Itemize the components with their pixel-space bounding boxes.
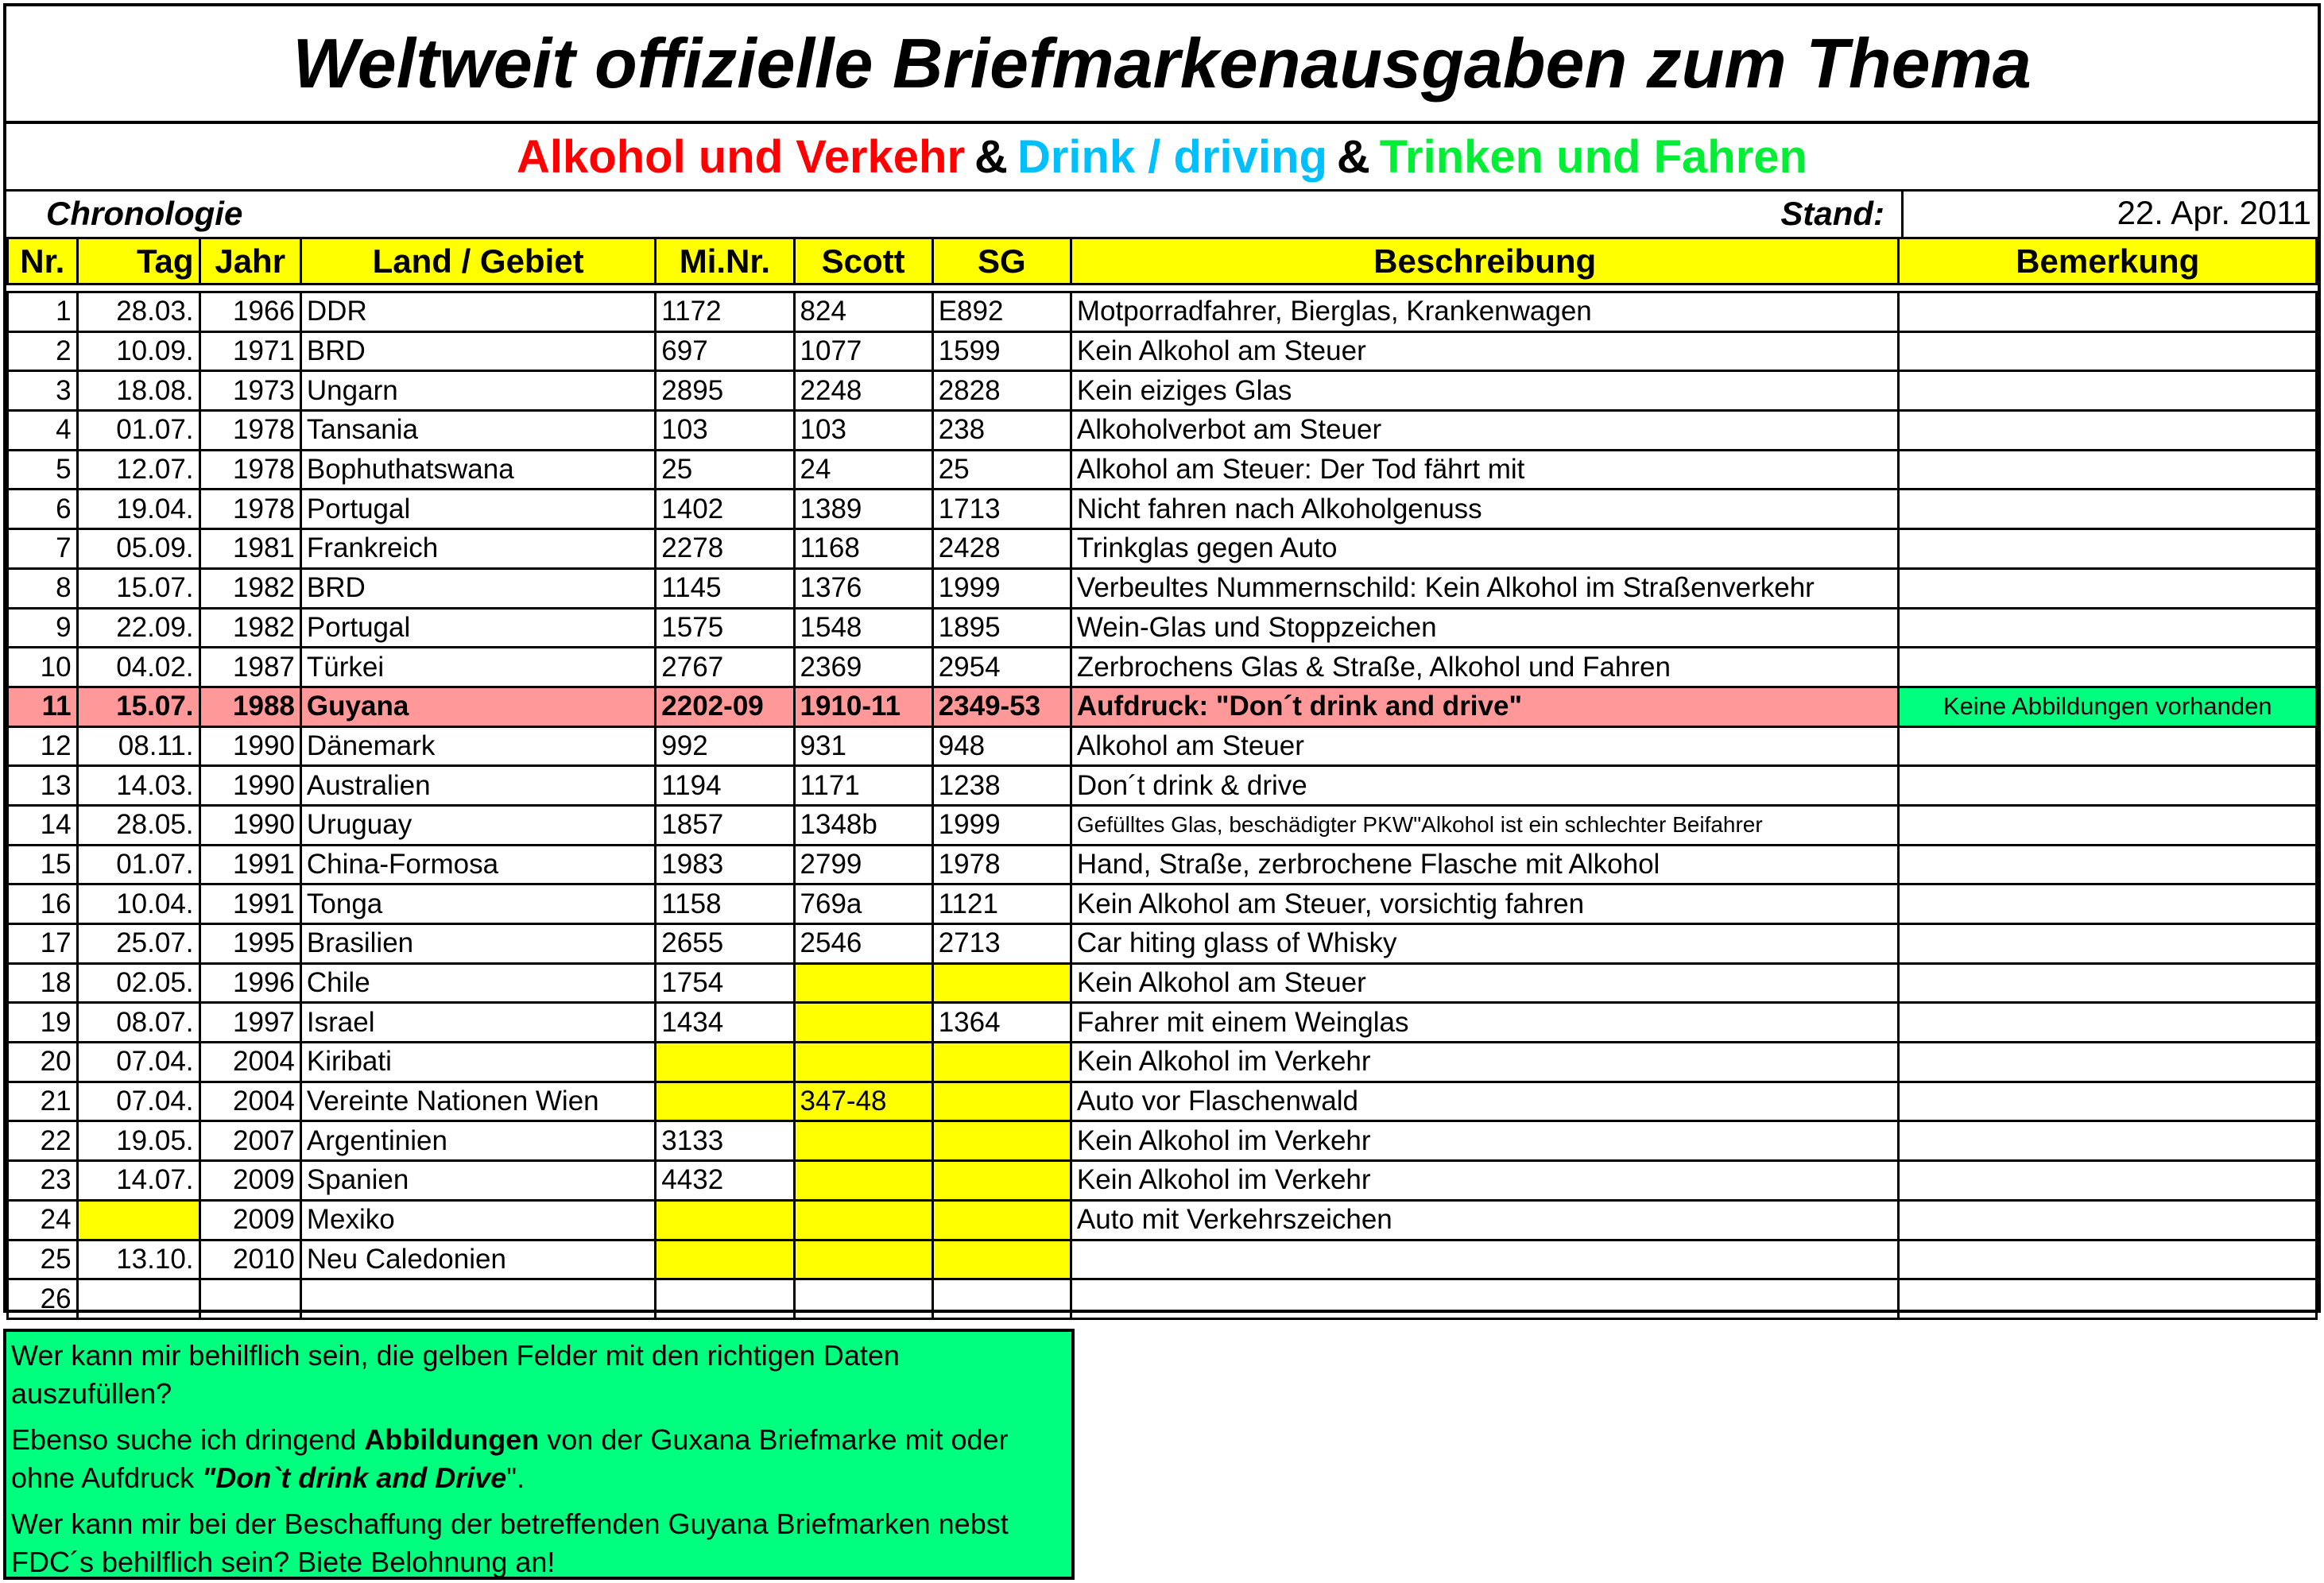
cell-nr[interactable]: 7 — [8, 529, 78, 569]
cell-bemerkung[interactable] — [1899, 450, 2317, 490]
cell-bemerkung[interactable] — [1899, 529, 2317, 569]
header-beschreibung[interactable]: Beschreibung — [1071, 238, 1899, 284]
cell-beschreibung[interactable]: Kein Alkohol im Verkehr — [1071, 1043, 1899, 1082]
cell-beschreibung[interactable]: Nicht fahren nach Alkoholgenuss — [1071, 490, 1899, 529]
cell-land[interactable]: BRD — [300, 331, 655, 371]
cell-jahr[interactable]: 1982 — [199, 608, 300, 648]
cell-mi-nr[interactable]: 2278 — [656, 529, 794, 569]
cell-land[interactable]: Türkei — [300, 648, 655, 687]
cell-mi-nr[interactable]: 2655 — [656, 924, 794, 964]
cell-land[interactable]: Dänemark — [300, 726, 655, 766]
cell-beschreibung[interactable]: Alkohol am Steuer — [1071, 726, 1899, 766]
table-row — [8, 845, 2317, 884]
cell-scott[interactable]: 2546 — [794, 924, 932, 964]
cell-land[interactable]: Tansania — [300, 411, 655, 451]
cell-nr[interactable]: 15 — [8, 845, 78, 884]
cell-beschreibung[interactable] — [1071, 1240, 1899, 1279]
cell-nr[interactable]: 5 — [8, 450, 78, 490]
cell-nr[interactable]: 9 — [8, 608, 78, 648]
cell-jahr[interactable]: 2004 — [199, 1043, 300, 1082]
cell-land[interactable]: Portugal — [300, 490, 655, 529]
cell-beschreibung[interactable]: Fahrer mit einem Weinglas — [1071, 1003, 1899, 1043]
cell-tag[interactable]: 04.02. — [77, 648, 199, 687]
cell-sg[interactable]: 1238 — [932, 766, 1071, 806]
cell-jahr[interactable]: 1987 — [199, 648, 300, 687]
cell-nr[interactable]: 21 — [8, 1082, 78, 1121]
cell-tag[interactable]: 19.04. — [77, 490, 199, 529]
table-row — [8, 1082, 2317, 1121]
cell-land[interactable]: Chile — [300, 963, 655, 1003]
table-row — [8, 292, 2317, 332]
cell-bemerkung[interactable] — [1899, 1200, 2317, 1240]
cell-tag[interactable]: 12.07. — [77, 450, 199, 490]
header-nr[interactable]: Nr. — [8, 238, 78, 284]
spacer-row — [8, 284, 2317, 292]
cell-bemerkung[interactable] — [1899, 1279, 2317, 1319]
cell-jahr[interactable]: 1990 — [199, 805, 300, 845]
subtitle-alkohol: Alkohol und Verkehr — [517, 130, 966, 183]
cell-sg[interactable] — [932, 963, 1071, 1003]
cell-scott[interactable] — [794, 1161, 932, 1201]
cell-sg[interactable]: 1599 — [932, 331, 1071, 371]
cell-beschreibung[interactable]: Auto vor Flaschenwald — [1071, 1082, 1899, 1121]
cell-beschreibung[interactable]: Kein Alkohol im Verkehr — [1071, 1161, 1899, 1201]
cell-tag[interactable]: 14.07. — [77, 1161, 199, 1201]
cell-mi-nr[interactable]: 1145 — [656, 568, 794, 608]
cell-jahr[interactable]: 2004 — [199, 1082, 300, 1121]
stand-label: Stand: — [1780, 195, 1884, 232]
cell-mi-nr[interactable]: 1172 — [656, 292, 794, 332]
cell-beschreibung[interactable]: Hand, Straße, zerbrochene Flasche mit Alkohol — [1071, 845, 1899, 884]
cell-land[interactable]: Portugal — [300, 608, 655, 648]
cell-nr[interactable]: 26 — [8, 1279, 78, 1319]
cell-land[interactable]: Mexiko — [300, 1200, 655, 1240]
cell-tag[interactable]: 01.07. — [77, 411, 199, 451]
cell-bemerkung[interactable] — [1899, 331, 2317, 371]
cell-tag[interactable]: 08.07. — [77, 1003, 199, 1043]
cell-tag[interactable]: 19.05. — [77, 1121, 199, 1161]
cell-mi-nr[interactable] — [656, 1043, 794, 1082]
cell-land[interactable]: Neu Caledonien — [300, 1240, 655, 1279]
cell-beschreibung[interactable]: Zerbrochens Glas & Straße, Alkohol und Fahren — [1071, 648, 1899, 687]
header-scott[interactable]: Scott — [794, 238, 932, 284]
cell-bemerkung[interactable] — [1899, 963, 2317, 1003]
table-row — [8, 648, 2317, 687]
cell-land[interactable]: Spanien — [300, 1161, 655, 1201]
cell-jahr[interactable]: 1990 — [199, 766, 300, 806]
cell-jahr[interactable]: 1981 — [199, 529, 300, 569]
cell-beschreibung[interactable]: Don´t drink & drive — [1071, 766, 1899, 806]
cell-scott[interactable] — [794, 1003, 932, 1043]
cell-sg[interactable]: 1999 — [932, 568, 1071, 608]
cell-sg[interactable] — [932, 1161, 1071, 1201]
cell-mi-nr[interactable]: 4432 — [656, 1161, 794, 1201]
cell-land[interactable]: Uruguay — [300, 805, 655, 845]
cell-beschreibung[interactable]: Motporradfahrer, Bierglas, Krankenwagen — [1071, 292, 1899, 332]
cell-scott[interactable] — [794, 1200, 932, 1240]
table-row — [8, 687, 2317, 726]
subtitle-row — [6, 124, 2318, 189]
cell-land[interactable]: BRD — [300, 568, 655, 608]
cell-mi-nr[interactable]: 1402 — [656, 490, 794, 529]
table-row — [8, 1121, 2317, 1161]
cell-land[interactable]: Israel — [300, 1003, 655, 1043]
cell-land[interactable]: Vereinte Nationen Wien — [300, 1082, 655, 1121]
cell-beschreibung[interactable]: Kein Alkohol am Steuer, vorsichtig fahren — [1071, 884, 1899, 924]
cell-jahr[interactable]: 1996 — [199, 963, 300, 1003]
table-row — [8, 1200, 2317, 1240]
cell-scott[interactable]: 2248 — [794, 371, 932, 411]
cell-sg[interactable]: 1364 — [932, 1003, 1071, 1043]
cell-scott[interactable]: 824 — [794, 292, 932, 332]
cell-nr[interactable]: 1 — [8, 292, 78, 332]
notice-text: ". — [506, 1461, 525, 1494]
cell-sg[interactable]: 2428 — [932, 529, 1071, 569]
cell-land[interactable]: Tonga — [300, 884, 655, 924]
cell-sg[interactable] — [932, 1279, 1071, 1319]
subtitle-trinken: Trinken und Fahren — [1379, 130, 1807, 183]
cell-nr[interactable]: 25 — [8, 1240, 78, 1279]
cell-mi-nr[interactable]: 2895 — [656, 371, 794, 411]
cell-tag[interactable]: 25.07. — [77, 924, 199, 964]
table-row — [8, 411, 2317, 451]
cell-bemerkung[interactable] — [1899, 766, 2317, 806]
cell-scott[interactable]: 1077 — [794, 331, 932, 371]
cell-land[interactable]: Australien — [300, 766, 655, 806]
cell-jahr[interactable]: 1997 — [199, 1003, 300, 1043]
cell-tag[interactable]: 07.04. — [77, 1082, 199, 1121]
notice-paragraph-2 — [11, 1421, 1067, 1497]
cell-bemerkung[interactable] — [1899, 490, 2317, 529]
cell-sg[interactable]: E892 — [932, 292, 1071, 332]
notice-bold-abbildungen: Abbildungen — [364, 1423, 540, 1456]
cell-scott[interactable]: 1376 — [794, 568, 932, 608]
table-row — [8, 1279, 2317, 1319]
cell-jahr[interactable]: 1995 — [199, 924, 300, 964]
cell-nr[interactable]: 18 — [8, 963, 78, 1003]
cell-mi-nr[interactable] — [656, 1082, 794, 1121]
cell-tag[interactable]: 10.04. — [77, 884, 199, 924]
cell-beschreibung[interactable] — [1071, 1279, 1899, 1319]
cell-beschreibung[interactable]: Kein Alkohol am Steuer — [1071, 963, 1899, 1003]
cell-sg[interactable]: 1895 — [932, 608, 1071, 648]
subtitle-separator: & — [1336, 130, 1370, 183]
table-row — [8, 766, 2317, 806]
cell-jahr[interactable]: 1990 — [199, 726, 300, 766]
cell-scott[interactable]: 769a — [794, 884, 932, 924]
notice-paragraph-3: Wer kann mir bei der Beschaffung der betreffenden Guyana Briefmarken nebst FDC´s behilflich sein? Biete Belohnung an! — [11, 1508, 1009, 1578]
cell-land[interactable]: DDR — [300, 292, 655, 332]
cell-bemerkung[interactable] — [1899, 411, 2317, 451]
cell-scott[interactable] — [794, 1240, 932, 1279]
cell-tag[interactable]: 15.07. — [77, 568, 199, 608]
table-row — [8, 371, 2317, 411]
cell-nr[interactable]: 11 — [8, 687, 78, 726]
cell-sg[interactable]: 238 — [932, 411, 1071, 451]
cell-beschreibung[interactable]: Car hiting glass of Whisky — [1071, 924, 1899, 964]
table-row — [8, 1003, 2317, 1043]
cell-beschreibung[interactable]: Wein-Glas und Stoppzeichen — [1071, 608, 1899, 648]
notice-text: Ebenso suche ich dringend — [11, 1423, 365, 1456]
cell-jahr[interactable] — [199, 1279, 300, 1319]
cell-jahr[interactable]: 1978 — [199, 450, 300, 490]
cell-scott[interactable]: 931 — [794, 726, 932, 766]
stamp-table — [6, 237, 2318, 1320]
cell-scott[interactable]: 1171 — [794, 766, 932, 806]
cell-sg[interactable]: 2828 — [932, 371, 1071, 411]
cell-sg[interactable]: 1978 — [932, 845, 1071, 884]
cell-scott[interactable]: 2369 — [794, 648, 932, 687]
cell-bemerkung[interactable] — [1899, 1003, 2317, 1043]
cell-nr[interactable]: 12 — [8, 726, 78, 766]
cell-sg[interactable]: 2349-53 — [932, 687, 1071, 726]
cell-land[interactable]: Frankreich — [300, 529, 655, 569]
table-row — [8, 884, 2317, 924]
stand-date-cell[interactable] — [1901, 189, 2318, 237]
cell-tag[interactable]: 28.05. — [77, 805, 199, 845]
cell-jahr[interactable]: 1978 — [199, 411, 300, 451]
cell-mi-nr[interactable]: 1575 — [656, 608, 794, 648]
header-sg[interactable]: SG — [932, 238, 1071, 284]
cell-tag[interactable]: 08.11. — [77, 726, 199, 766]
cell-scott[interactable]: 1348b — [794, 805, 932, 845]
cell-mi-nr[interactable] — [656, 1240, 794, 1279]
cell-scott[interactable] — [794, 1279, 932, 1319]
cell-mi-nr[interactable]: 1434 — [656, 1003, 794, 1043]
cell-sg[interactable]: 2713 — [932, 924, 1071, 964]
table-row — [8, 963, 2317, 1003]
cell-bemerkung[interactable] — [1899, 726, 2317, 766]
cell-sg[interactable] — [932, 1082, 1071, 1121]
cell-sg[interactable]: 2954 — [932, 648, 1071, 687]
cell-mi-nr[interactable]: 1983 — [656, 845, 794, 884]
header-mi-nr[interactable]: Mi.Nr. — [656, 238, 794, 284]
cell-bemerkung[interactable] — [1899, 371, 2317, 411]
cell-nr[interactable]: 8 — [8, 568, 78, 608]
cell-jahr[interactable]: 1966 — [199, 292, 300, 332]
cell-tag[interactable]: 28.03. — [77, 292, 199, 332]
stand-date: 22. Apr. 2011 — [2117, 194, 2311, 231]
cell-sg[interactable] — [932, 1200, 1071, 1240]
cell-scott[interactable]: 103 — [794, 411, 932, 451]
cell-nr[interactable]: 17 — [8, 924, 78, 964]
cell-bemerkung[interactable] — [1899, 1043, 2317, 1082]
header-tag[interactable]: Tag — [77, 238, 199, 284]
table-row — [8, 1240, 2317, 1279]
table-row — [8, 331, 2317, 371]
cell-nr[interactable]: 10 — [8, 648, 78, 687]
cell-nr[interactable]: 24 — [8, 1200, 78, 1240]
cell-mi-nr[interactable] — [656, 1279, 794, 1319]
cell-tag[interactable]: 02.05. — [77, 963, 199, 1003]
cell-beschreibung[interactable]: Alkoholverbot am Steuer — [1071, 411, 1899, 451]
cell-jahr[interactable]: 1982 — [199, 568, 300, 608]
cell-bemerkung[interactable] — [1899, 568, 2317, 608]
cell-bemerkung[interactable] — [1899, 1161, 2317, 1201]
cell-bemerkung[interactable] — [1899, 1082, 2317, 1121]
cell-bemerkung[interactable] — [1899, 884, 2317, 924]
cell-jahr[interactable]: 1991 — [199, 845, 300, 884]
cell-tag[interactable]: 13.10. — [77, 1240, 199, 1279]
cell-scott[interactable] — [794, 963, 932, 1003]
cell-nr[interactable]: 2 — [8, 331, 78, 371]
table-row — [8, 1043, 2317, 1082]
cell-bemerkung[interactable] — [1899, 292, 2317, 332]
cell-bemerkung[interactable] — [1899, 924, 2317, 964]
cell-jahr[interactable]: 2010 — [199, 1240, 300, 1279]
cell-nr[interactable]: 6 — [8, 490, 78, 529]
cell-sg[interactable] — [932, 1043, 1071, 1082]
table-row — [8, 608, 2317, 648]
table-row — [8, 1161, 2317, 1201]
cell-tag[interactable]: 22.09. — [77, 608, 199, 648]
cell-land[interactable]: Bophuthatswana — [300, 450, 655, 490]
cell-nr[interactable]: 3 — [8, 371, 78, 411]
cell-bemerkung[interactable] — [1899, 845, 2317, 884]
cell-beschreibung[interactable]: Alkohol am Steuer: Der Tod fährt mit — [1071, 450, 1899, 490]
title-row — [6, 6, 2318, 124]
spreadsheet — [3, 3, 2321, 1313]
header-row — [8, 238, 2317, 284]
cell-beschreibung[interactable]: Auto mit Verkehrszeichen — [1071, 1200, 1899, 1240]
cell-mi-nr[interactable]: 2202-09 — [656, 687, 794, 726]
header-jahr[interactable]: Jahr — [199, 238, 300, 284]
cell-scott[interactable]: 1168 — [794, 529, 932, 569]
cell-land[interactable]: Brasilien — [300, 924, 655, 964]
table-row — [8, 568, 2317, 608]
cell-tag[interactable]: 18.08. — [77, 371, 199, 411]
cell-land[interactable]: Guyana — [300, 687, 655, 726]
cell-beschreibung[interactable]: Gefülltes Glas, beschädigter PKW"Alkohol ist ein schlechter Beifahrer — [1071, 805, 1899, 845]
cell-beschreibung[interactable]: Aufdruck: "Don´t drink and drive" — [1071, 687, 1899, 726]
cell-sg[interactable]: 1999 — [932, 805, 1071, 845]
cell-mi-nr[interactable]: 1194 — [656, 766, 794, 806]
notice-text: von der Guxana Briefmarke mit oder ohne Aufdruck — [11, 1423, 1009, 1494]
cell-bemerkung[interactable] — [1899, 805, 2317, 845]
cell-jahr[interactable]: 2009 — [199, 1161, 300, 1201]
cell-jahr[interactable]: 1991 — [199, 884, 300, 924]
cell-bemerkung[interactable] — [1899, 1121, 2317, 1161]
cell-sg[interactable] — [932, 1121, 1071, 1161]
stand-row — [6, 189, 2318, 237]
notice-bold-italic-quote: "Don`t drink and Drive — [202, 1461, 507, 1494]
cell-scott[interactable]: 1548 — [794, 608, 932, 648]
header-land[interactable]: Land / Gebiet — [300, 238, 655, 284]
cell-mi-nr[interactable]: 697 — [656, 331, 794, 371]
cell-tag[interactable] — [77, 1279, 199, 1319]
cell-beschreibung[interactable]: Kein Alkohol im Verkehr — [1071, 1121, 1899, 1161]
cell-scott[interactable] — [794, 1043, 932, 1082]
cell-jahr[interactable]: 2007 — [199, 1121, 300, 1161]
subtitle-separator: & — [974, 130, 1008, 183]
cell-bemerkung[interactable] — [1899, 648, 2317, 687]
cell-nr[interactable]: 13 — [8, 766, 78, 806]
table-row — [8, 450, 2317, 490]
cell-nr[interactable]: 14 — [8, 805, 78, 845]
cell-nr[interactable]: 20 — [8, 1043, 78, 1082]
cell-sg[interactable]: 948 — [932, 726, 1071, 766]
cell-jahr[interactable]: 1988 — [199, 687, 300, 726]
cell-nr[interactable]: 19 — [8, 1003, 78, 1043]
cell-beschreibung[interactable]: Kein eiziges Glas — [1071, 371, 1899, 411]
cell-mi-nr[interactable]: 1754 — [656, 963, 794, 1003]
cell-tag[interactable]: 10.09. — [77, 331, 199, 371]
cell-sg[interactable]: 1713 — [932, 490, 1071, 529]
cell-mi-nr[interactable]: 1857 — [656, 805, 794, 845]
cell-beschreibung[interactable]: Verbeultes Nummernschild: Kein Alkohol im Straßenverkehr — [1071, 568, 1899, 608]
cell-land[interactable]: China-Formosa — [300, 845, 655, 884]
cell-beschreibung[interactable]: Kein Alkohol am Steuer — [1071, 331, 1899, 371]
cell-nr[interactable]: 23 — [8, 1161, 78, 1201]
cell-sg[interactable]: 25 — [932, 450, 1071, 490]
cell-land[interactable] — [300, 1279, 655, 1319]
cell-jahr[interactable]: 2009 — [199, 1200, 300, 1240]
cell-jahr[interactable]: 1971 — [199, 331, 300, 371]
cell-mi-nr[interactable]: 1158 — [656, 884, 794, 924]
table-row — [8, 805, 2317, 845]
subtitle-drink-driving: Drink / driving — [1017, 130, 1327, 183]
chronologie-label: Chronologie — [46, 195, 243, 232]
cell-land[interactable]: Ungarn — [300, 371, 655, 411]
cell-tag[interactable]: 01.07. — [77, 845, 199, 884]
notice-box — [3, 1329, 1075, 1580]
cell-nr[interactable]: 4 — [8, 411, 78, 451]
cell-nr[interactable]: 22 — [8, 1121, 78, 1161]
header-bemerkung[interactable]: Bemerkung — [1899, 238, 2317, 284]
table-row — [8, 924, 2317, 964]
cell-jahr[interactable]: 1973 — [199, 371, 300, 411]
cell-bemerkung[interactable] — [1899, 608, 2317, 648]
notice-paragraph-1: Wer kann mir behilflich sein, die gelben Felder mit den richtigen Daten auszufüllen? — [11, 1339, 900, 1410]
cell-beschreibung[interactable]: Trinkglas gegen Auto — [1071, 529, 1899, 569]
cell-scott[interactable] — [794, 1121, 932, 1161]
cell-tag[interactable]: 07.04. — [77, 1043, 199, 1082]
cell-mi-nr[interactable]: 992 — [656, 726, 794, 766]
cell-land[interactable]: Argentinien — [300, 1121, 655, 1161]
cell-mi-nr[interactable]: 2767 — [656, 648, 794, 687]
cell-bemerkung[interactable] — [1899, 1240, 2317, 1279]
cell-scott[interactable]: 24 — [794, 450, 932, 490]
cell-mi-nr[interactable] — [656, 1200, 794, 1240]
cell-jahr[interactable]: 1978 — [199, 490, 300, 529]
cell-mi-nr[interactable]: 3133 — [656, 1121, 794, 1161]
table-row — [8, 490, 2317, 529]
table-row — [8, 726, 2317, 766]
cell-scott[interactable]: 2799 — [794, 845, 932, 884]
cell-mi-nr[interactable]: 103 — [656, 411, 794, 451]
table-row — [8, 529, 2317, 569]
cell-sg[interactable] — [932, 1240, 1071, 1279]
cell-tag[interactable] — [77, 1200, 199, 1240]
cell-bemerkung[interactable]: Keine Abbildungen vorhanden — [1899, 687, 2317, 726]
cell-tag[interactable]: 05.09. — [77, 529, 199, 569]
cell-tag[interactable]: 14.03. — [77, 766, 199, 806]
cell-scott[interactable]: 1910-11 — [794, 687, 932, 726]
cell-sg[interactable]: 1121 — [932, 884, 1071, 924]
cell-scott[interactable]: 347-48 — [794, 1082, 932, 1121]
cell-nr[interactable]: 16 — [8, 884, 78, 924]
page-title: Weltweit offizielle Briefmarkenausgaben zum Thema — [292, 24, 2032, 103]
cell-mi-nr[interactable]: 25 — [656, 450, 794, 490]
cell-scott[interactable]: 1389 — [794, 490, 932, 529]
table-body — [8, 284, 2317, 1319]
cell-land[interactable]: Kiribati — [300, 1043, 655, 1082]
cell-tag[interactable]: 15.07. — [77, 687, 199, 726]
